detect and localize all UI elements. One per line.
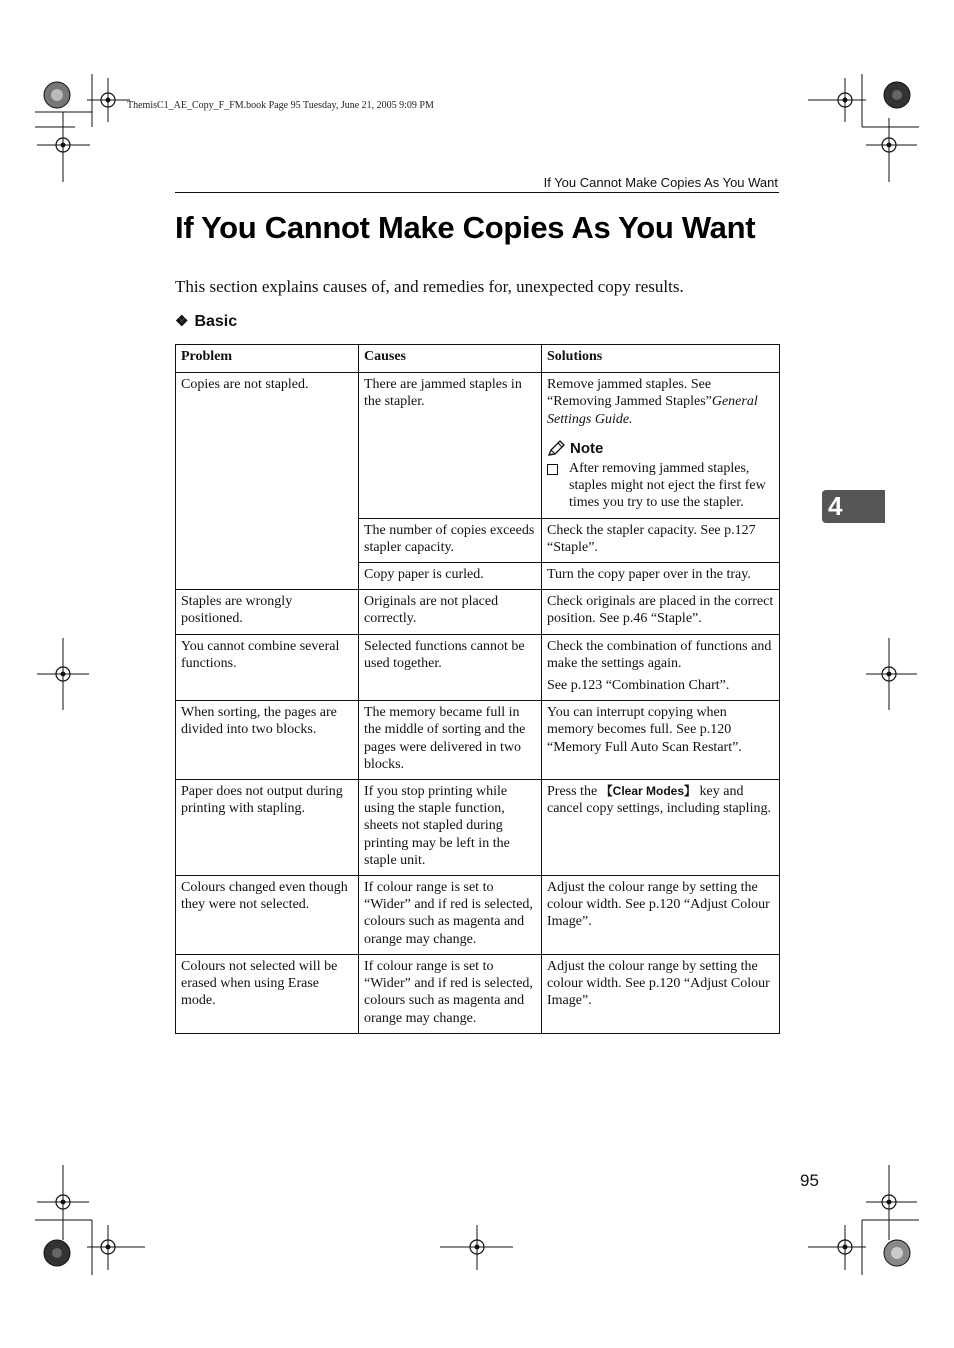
problem-cell: When sorting, the pages are divided into two blocks. (176, 701, 359, 780)
header-problem: Problem (176, 345, 359, 373)
page-title: If You Cannot Make Copies As You Want (175, 210, 756, 245)
section-label: Basic (194, 313, 238, 330)
solution-cell: Check originals are placed in the correct position. See p.46 “Staple”. (542, 590, 780, 634)
manual-reference: General Settings Guide (547, 394, 758, 427)
cause-cell: Selected functions cannot be used together. (359, 634, 542, 701)
table-row (176, 954, 780, 1033)
header-rule (175, 192, 779, 193)
troubleshooting-table (175, 344, 780, 1034)
table-row (176, 780, 780, 876)
table-row (176, 701, 780, 780)
solution-cell: You can interrupt copying when memory becomes full. See p.120 “Memory Full Auto Scan Restart”. (542, 701, 780, 780)
header-causes: Causes (359, 345, 542, 373)
solution-reference: See p.123 “Combination Chart”. (547, 678, 730, 694)
solution-text: Press the (547, 784, 601, 800)
note-label: Note (570, 439, 604, 457)
clear-modes-key-label: 【Clear Modes】 (600, 784, 697, 799)
section-heading (175, 312, 237, 331)
table-row (176, 876, 780, 955)
note-heading (547, 440, 774, 457)
header-solutions: Solutions (542, 345, 780, 373)
problem-cell: Colours changed even though they were not selected. (176, 876, 359, 955)
cause-cell: If colour range is set to “Wider” and if red is selected, colours such as magenta and orange may change. (359, 954, 542, 1033)
problem-cell: Paper does not output during printing with stapling. (176, 780, 359, 876)
solution-cell (542, 634, 780, 701)
note-text: After removing jammed staples, staples might not eject the first few times you try to use the stapler. (569, 461, 766, 511)
print-info: ThemisC1_AE_Copy_F_FM.book Page 95 Tuesday, June 21, 2005 9:09 PM (127, 100, 434, 111)
cause-cell: If you stop printing while using the staple function, sheets not stapled during printing may be left in the staple unit. (359, 780, 542, 876)
table-row (176, 590, 780, 634)
solution-text: key and cancel copy settings, including stapling. (547, 784, 771, 817)
note-item (547, 460, 774, 512)
table-header-row (176, 345, 780, 373)
problem-cell: Copies are not stapled. (176, 373, 359, 590)
solution-text: Remove jammed staples. See “Removing Jammed Staples” (547, 377, 712, 410)
solution-cell: Adjust the colour range by setting the colour width. See p.120 “Adjust Colour Image”. (542, 876, 780, 955)
solution-cell: Adjust the colour range by setting the colour width. See p.120 “Adjust Colour Image”. (542, 954, 780, 1033)
running-header: If You Cannot Make Copies As You Want (543, 175, 778, 190)
solution-text: Check the combination of functions and make the settings again. (547, 638, 772, 671)
solution-cell: Check the stapler capacity. See p.127 “Staple”. (542, 518, 780, 562)
cause-cell: Copy paper is curled. (359, 563, 542, 590)
pencil-note-icon (547, 440, 566, 457)
table-row (176, 634, 780, 701)
intro-text: This section explains causes of, and remedies for, unexpected copy results. (175, 277, 684, 296)
cause-cell: If colour range is set to “Wider” and if red is selected, colours such as magenta and orange may change. (359, 876, 542, 955)
chapter-tab: 4 (822, 490, 885, 523)
problem-cell: You cannot combine several functions. (176, 634, 359, 701)
solution-cell (542, 780, 780, 876)
cause-cell: The number of copies exceeds stapler capacity. (359, 518, 542, 562)
solution-end: . (629, 411, 633, 427)
solution-cell: Turn the copy paper over in the tray. (542, 563, 780, 590)
checkbox-bullet-icon (547, 464, 558, 475)
cause-cell: There are jammed staples in the stapler. (359, 373, 542, 518)
table-row (176, 373, 780, 518)
problem-cell: Colours not selected will be erased when using Erase mode. (176, 954, 359, 1033)
cause-cell: The memory became full in the middle of sorting and the pages were delivered in two blocks. (359, 701, 542, 780)
page-number: 95 (800, 1171, 819, 1190)
solution-cell (542, 373, 780, 518)
cause-cell: Originals are not placed correctly. (359, 590, 542, 634)
section-bullet-icon: ❖ (175, 313, 189, 330)
problem-cell: Staples are wrongly positioned. (176, 590, 359, 634)
